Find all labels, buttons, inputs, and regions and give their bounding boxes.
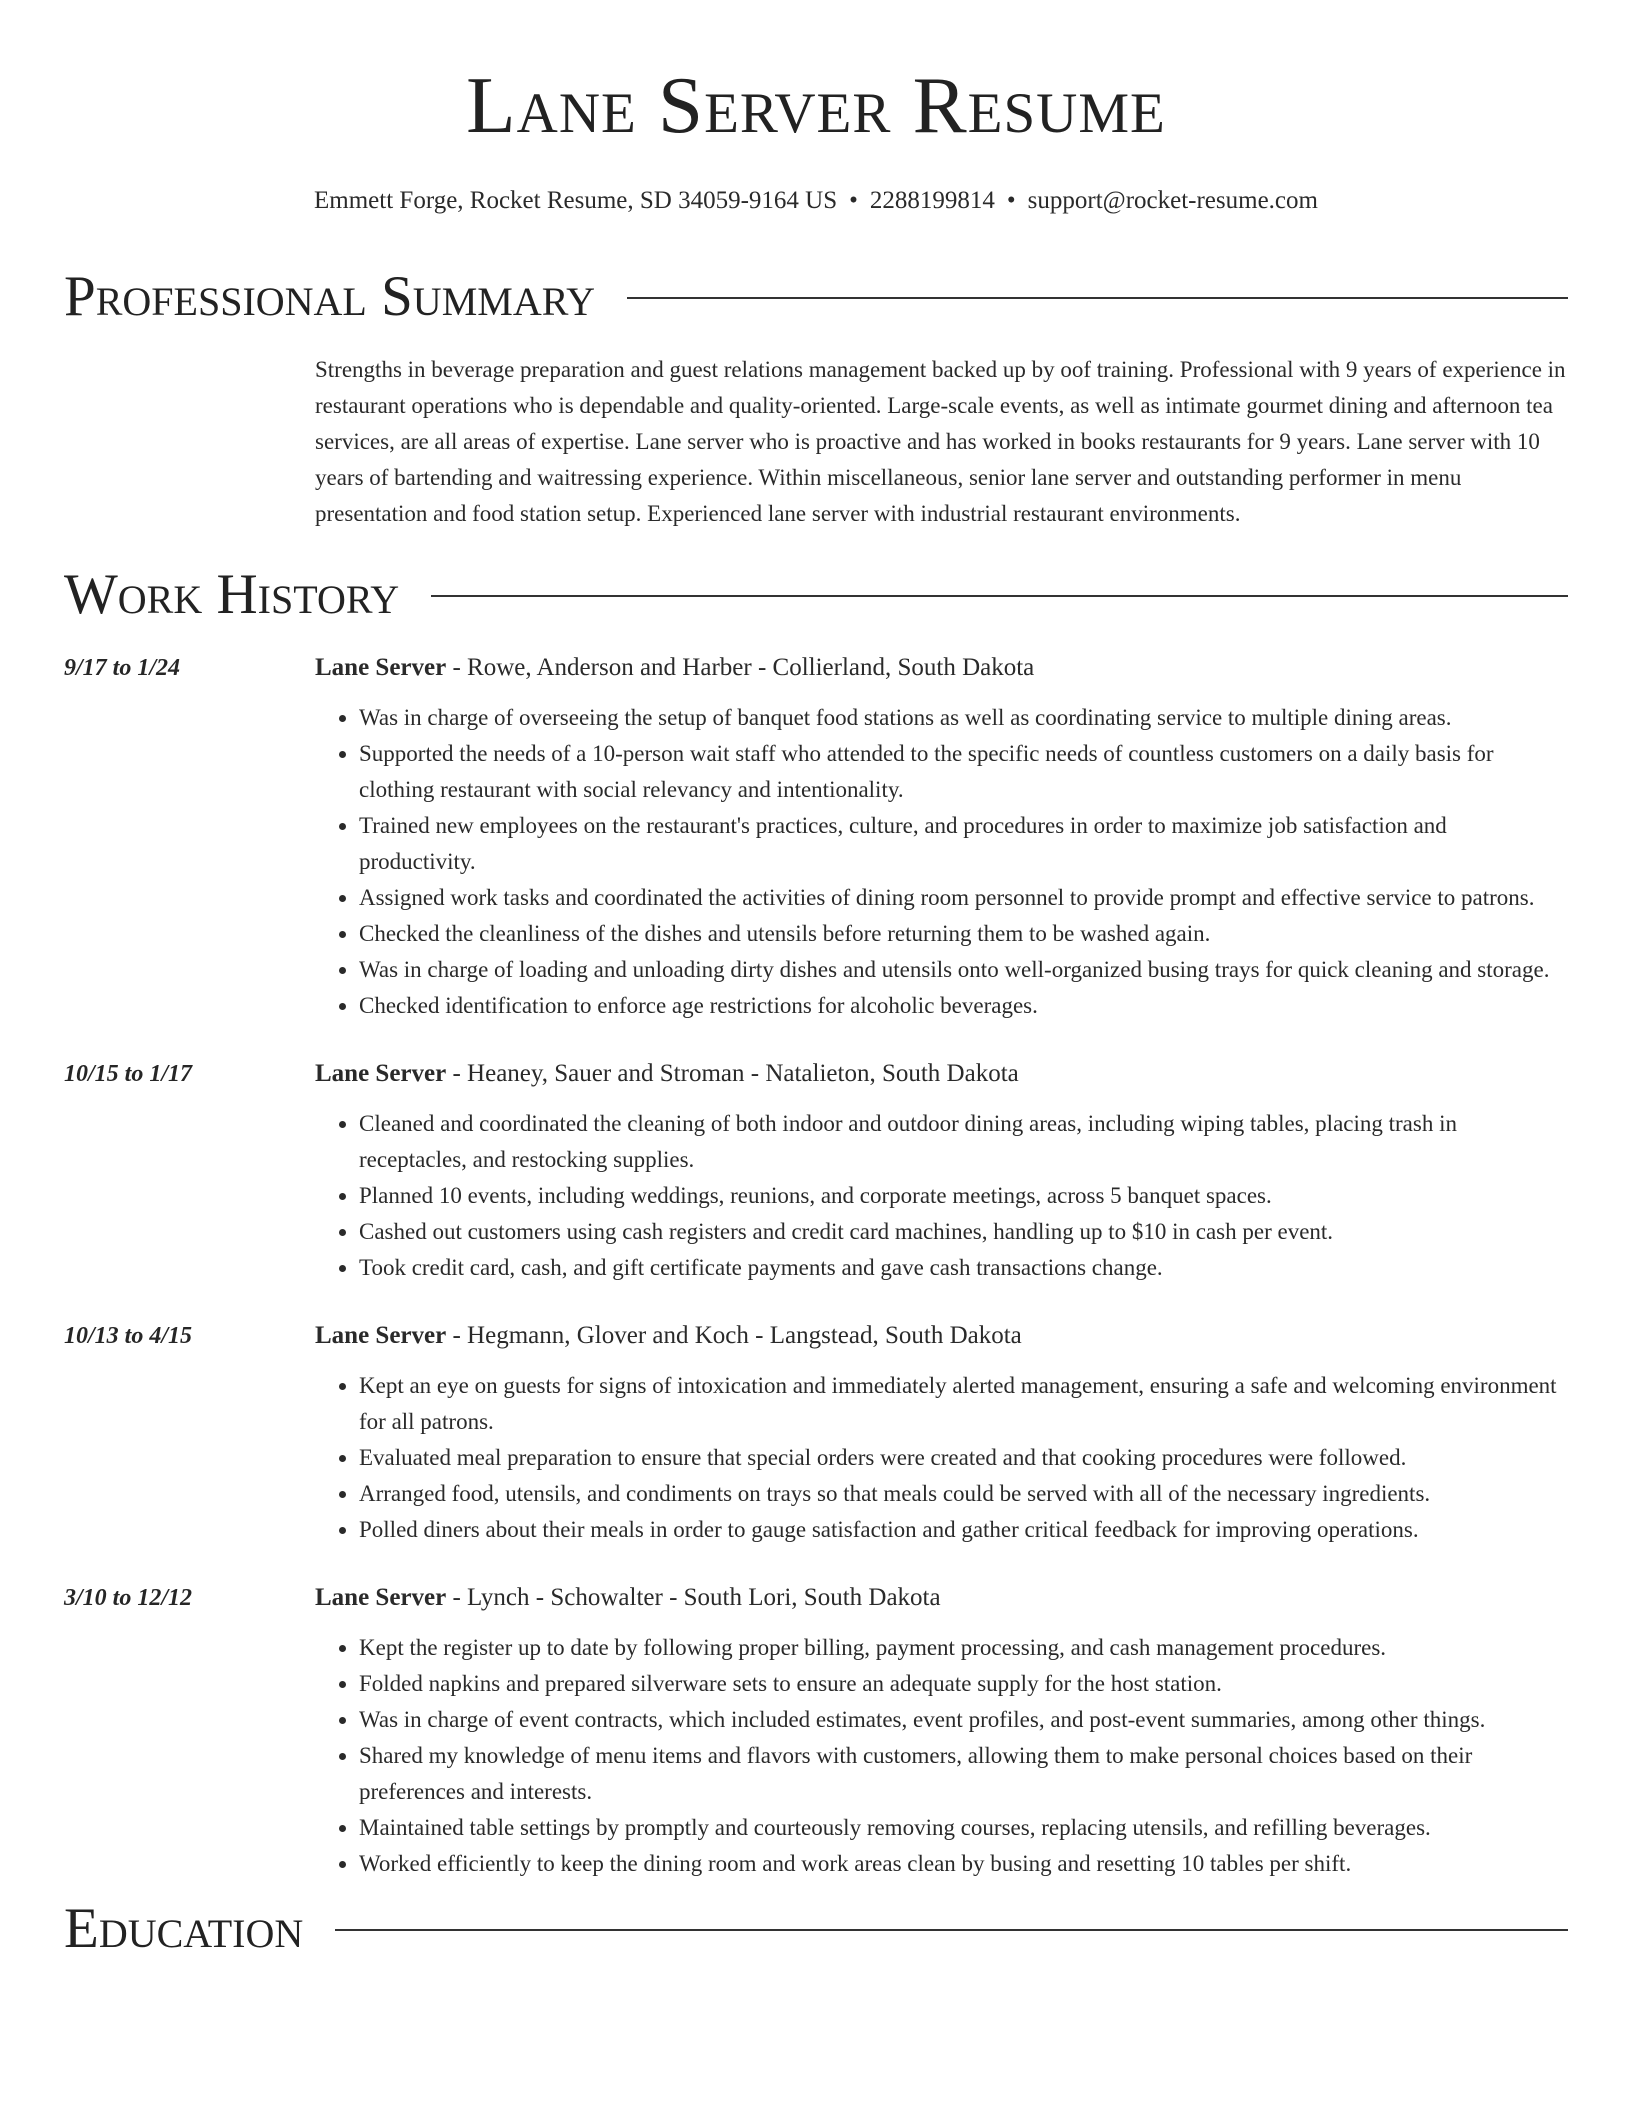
job-dates: 10/15 to 1/17 <box>64 1061 193 1087</box>
list-item: • Cleaned and coordinated the cleaning of both indoor and outdoor dining areas, including wiping tables, placing trash in receptacles, and restocking supplies. <box>359 1106 1568 1178</box>
list-item: • Was in charge of overseeing the setup of banquet food stations as well as coordinating service to multiple dining areas. <box>359 700 1568 736</box>
job-title: Lane Server <box>315 1584 447 1611</box>
list-item: • Shared my knowledge of menu items and flavors with customers, allowing them to make personal choices based on their preferences and interests. <box>359 1738 1568 1810</box>
section-divider <box>335 1929 1568 1931</box>
job-entry <box>64 1580 1568 1882</box>
summary-text: Strengths in beverage preparation and guest relations management backed up by oof training. Professional with 9 years of experience in restaurant operations who is dependable and quality-oriented. Large-scale events, as well as intimate gourmet dining and afternoon tea services, are all areas of expertise. Lane server who is proactive and has worked in books restaurants for 9 years. Lane server with 10 years of bartending and waitressing experience. Within miscellaneous, senior lane server and outstanding performer in menu presentation and food station setup. Experienced lane server with industrial restaurant environments. <box>315 357 1566 526</box>
work-section-header <box>64 562 1568 628</box>
list-item: • Was in charge of event contracts, which included estimates, event profiles, and post-event summaries, among other things. <box>359 1702 1568 1738</box>
job-body <box>315 1580 1568 1882</box>
list-item: • Worked efficiently to keep the dining room and work areas clean by busing and resetting 10 tables per shift. <box>359 1846 1568 1882</box>
job-dates: 3/10 to 12/12 <box>64 1585 193 1611</box>
page-title: Lane Server Resume <box>466 60 1166 150</box>
section-divider <box>627 297 1568 299</box>
job-body <box>315 1318 1568 1548</box>
job-title: Lane Server <box>315 654 447 681</box>
job-bullets <box>315 1368 1568 1548</box>
job-entry <box>64 650 1568 1024</box>
job-bullets <box>315 700 1568 1024</box>
job-heading <box>315 650 1568 686</box>
list-item: • Arranged food, utensils, and condiments on trays so that meals could be served with all of the necessary ingredients. <box>359 1476 1568 1512</box>
job-entry <box>64 1056 1568 1286</box>
contact-line <box>64 186 1568 216</box>
job-title: Lane Server <box>315 1322 447 1349</box>
list-item: • Trained new employees on the restaurant's practices, culture, and procedures in order to maximize job satisfaction and productivity. <box>359 808 1568 880</box>
job-dates: 10/13 to 4/15 <box>64 1323 193 1349</box>
job-employer-location: - Rowe, Anderson and Harber - Collierland, South Dakota <box>446 654 1035 681</box>
job-heading <box>315 1580 1568 1616</box>
contact-separator: • <box>1006 187 1016 214</box>
list-item: • Checked the cleanliness of the dishes and utensils before returning them to be washed again. <box>359 916 1568 952</box>
education-section-header <box>64 1896 1568 1962</box>
contact-phone: 2288199814 <box>869 187 995 214</box>
list-item: • Checked identification to enforce age restrictions for alcoholic beverages. <box>359 988 1568 1024</box>
job-dates: 9/17 to 1/24 <box>64 655 181 681</box>
list-item: • Cashed out customers using cash registers and credit card machines, handling up to $10 in cash per event. <box>359 1214 1568 1250</box>
list-item: • Was in charge of loading and unloading dirty dishes and utensils onto well-organized busing trays for quick cleaning and storage. <box>359 952 1568 988</box>
job-heading <box>315 1056 1568 1092</box>
list-item: • Assigned work tasks and coordinated the activities of dining room personnel to provide prompt and effective service to patrons. <box>359 880 1568 916</box>
contact-address: Emmett Forge, Rocket Resume, SD 34059-9164 US <box>314 187 838 214</box>
list-item: • Folded napkins and prepared silverware sets to ensure an adequate supply for the host station. <box>359 1666 1568 1702</box>
job-body <box>315 1056 1568 1286</box>
job-employer-location: - Hegmann, Glover and Koch - Langstead, South Dakota <box>446 1322 1022 1349</box>
job-heading <box>315 1318 1568 1354</box>
list-item: • Polled diners about their meals in order to gauge satisfaction and gather critical feedback for improving operations. <box>359 1512 1568 1548</box>
work-heading: Work History <box>64 563 400 626</box>
work-history-list <box>64 650 1568 1882</box>
education-heading: Education <box>64 1897 304 1960</box>
list-item: • Maintained table settings by promptly and courteously removing courses, replacing utensils, and refilling beverages. <box>359 1810 1568 1846</box>
section-divider <box>431 595 1568 597</box>
list-item: • Kept the register up to date by following proper billing, payment processing, and cash management procedures. <box>359 1630 1568 1666</box>
job-employer-location: - Lynch - Schowalter - South Lori, South Dakota <box>446 1584 941 1611</box>
job-body <box>315 650 1568 1024</box>
list-item: • Took credit card, cash, and gift certificate payments and gave cash transactions change. <box>359 1250 1568 1286</box>
job-bullets <box>315 1630 1568 1882</box>
job-entry <box>64 1318 1568 1548</box>
job-title: Lane Server <box>315 1060 447 1087</box>
contact-separator: • <box>849 187 858 214</box>
list-item: • Kept an eye on guests for signs of intoxication and immediately alerted management, ensuring a safe and welcoming environment for all patrons. <box>359 1368 1568 1440</box>
job-bullets <box>315 1106 1568 1286</box>
summary-section-header <box>64 264 1568 330</box>
job-employer-location: - Heaney, Sauer and Stroman - Natalieton, South Dakota <box>446 1060 1019 1087</box>
summary-heading: Professional Summary <box>64 265 596 328</box>
list-item: • Planned 10 events, including weddings, reunions, and corporate meetings, across 5 banquet spaces. <box>359 1178 1568 1214</box>
list-item: • Supported the needs of a 10-person wait staff who attended to the specific needs of countless customers on a daily basis for clothing restaurant with social relevancy and intentionality. <box>359 736 1568 808</box>
list-item: • Evaluated meal preparation to ensure that special orders were created and that cooking procedures were followed. <box>359 1440 1568 1476</box>
contact-email: support@rocket-resume.com <box>1027 187 1318 214</box>
